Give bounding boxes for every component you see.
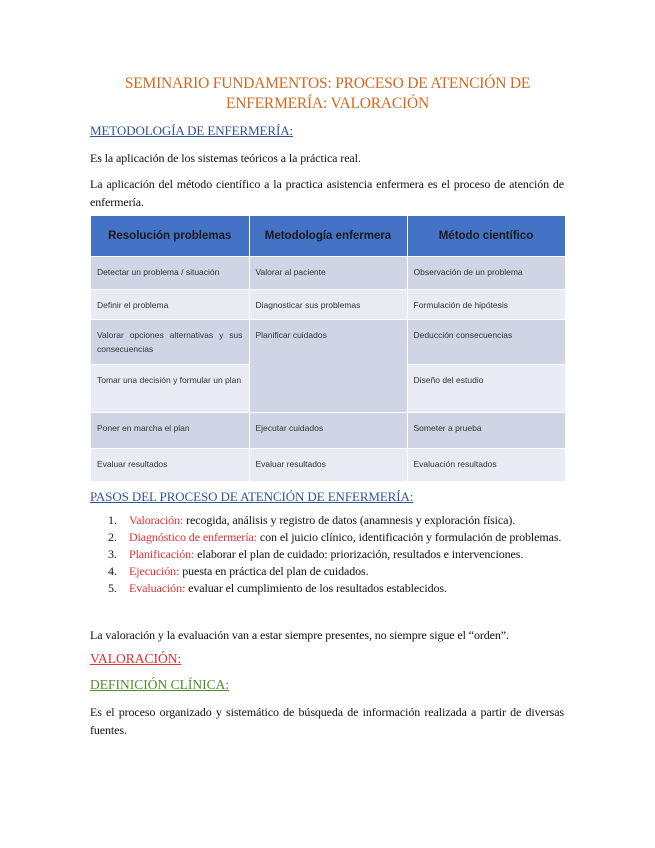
step-number: 5. (108, 581, 117, 595)
heading-definicion-clinica: DEFINICIÓN CLÍNICA: (90, 677, 230, 692)
step-number: 1. (108, 513, 117, 527)
document-title: SEMINARIO FUNDAMENTOS: PROCESO DE ATENCIÓN DE ENFERMERÍA: VALORACIÓN (124, 75, 531, 112)
heading-pasos: PASOS DEL PROCESO DE ATENCIÓN DE ENFERMERÍA: (90, 489, 414, 504)
table-cell: Evaluar resultados (91, 449, 249, 481)
table-cell: Evaluación resultados (407, 449, 565, 481)
comparison-table (91, 216, 566, 481)
step-term: Valoración: (129, 513, 184, 527)
table-cell: Valorar opciones alternativas y sus consecuencias (91, 320, 249, 365)
table-row (91, 413, 565, 449)
table-cell: Diseño del estudio (407, 365, 565, 413)
steps-list (108, 512, 564, 597)
table-cell: Tomar una decisión y formular un plan (91, 365, 249, 413)
table-cell: Evaluar resultados (249, 449, 407, 481)
table-cell: Poner en marcha el plan (91, 413, 249, 449)
list-item (108, 529, 564, 546)
step-term: Planificación: (129, 547, 195, 561)
table-row (91, 320, 565, 365)
heading-valoracion: VALORACIÓN: (90, 651, 182, 666)
paragraph-definicion: Es el proceso organizado y sistemático de búsqueda de información realizada a partir de diversas fuentes. (90, 705, 564, 737)
step-number: 3. (108, 547, 117, 561)
header-metodo: Método científico (407, 216, 565, 257)
list-item (108, 580, 564, 597)
header-resolucion: Resolución problemas (91, 216, 249, 257)
list-item (108, 512, 564, 529)
table-cell: Ejecutar cuidados (249, 413, 407, 449)
paragraph-definition: Es la aplicación de los sistemas teóricos a la práctica real. (90, 151, 361, 165)
heading-metodologia: METODOLOGÍA DE ENFERMERÍA: (90, 123, 293, 138)
step-text: con el juicio clínico, identificación y formulación de problemas. (257, 530, 562, 544)
header-metodologia: Metodología enfermera (249, 216, 407, 257)
table-cell: Formulación de hipótesis (407, 290, 565, 320)
list-item (108, 546, 564, 563)
step-text: elaborar el plan de cuidado: priorización, resultados e intervenciones. (194, 547, 524, 561)
table-cell: Deducción consecuencias (407, 320, 565, 365)
step-number: 4. (108, 564, 117, 578)
paragraph-metodo-cientifico: La aplicación del método científico a la practica asistencia enfermera es el proceso de atención de enfermería. (90, 177, 564, 209)
table-row (91, 290, 565, 320)
table-cell: Planificar cuidados (249, 320, 407, 413)
list-item (108, 563, 564, 580)
table-cell: Observación de un problema (407, 257, 565, 290)
table-cell: Diagnosticar sus problemas (249, 290, 407, 320)
step-term: Diagnóstico de enfermería: (129, 530, 258, 544)
table-cell: Definir el problema (91, 290, 249, 320)
step-text: recogida, análisis y registro de datos (anamnesis y exploración física). (183, 513, 516, 527)
table-cell: Detectar un problema / situación (91, 257, 249, 290)
table-header-row (91, 216, 565, 257)
table-row (91, 257, 565, 290)
table-cell: Someter a prueba (407, 413, 565, 449)
step-term: Ejecución: (129, 564, 180, 578)
table-row (91, 449, 565, 481)
step-text: evaluar el cumplimiento de los resultados establecidos. (185, 581, 447, 595)
paragraph-note: La valoración y la evaluación van a estar siempre presentes, no siempre sigue el “orden”. (90, 628, 509, 642)
table-cell: Valorar al paciente (249, 257, 407, 290)
step-term: Evaluación: (129, 581, 186, 595)
step-text: puesta en práctica del plan de cuidados. (179, 564, 369, 578)
step-number: 2. (108, 530, 117, 544)
